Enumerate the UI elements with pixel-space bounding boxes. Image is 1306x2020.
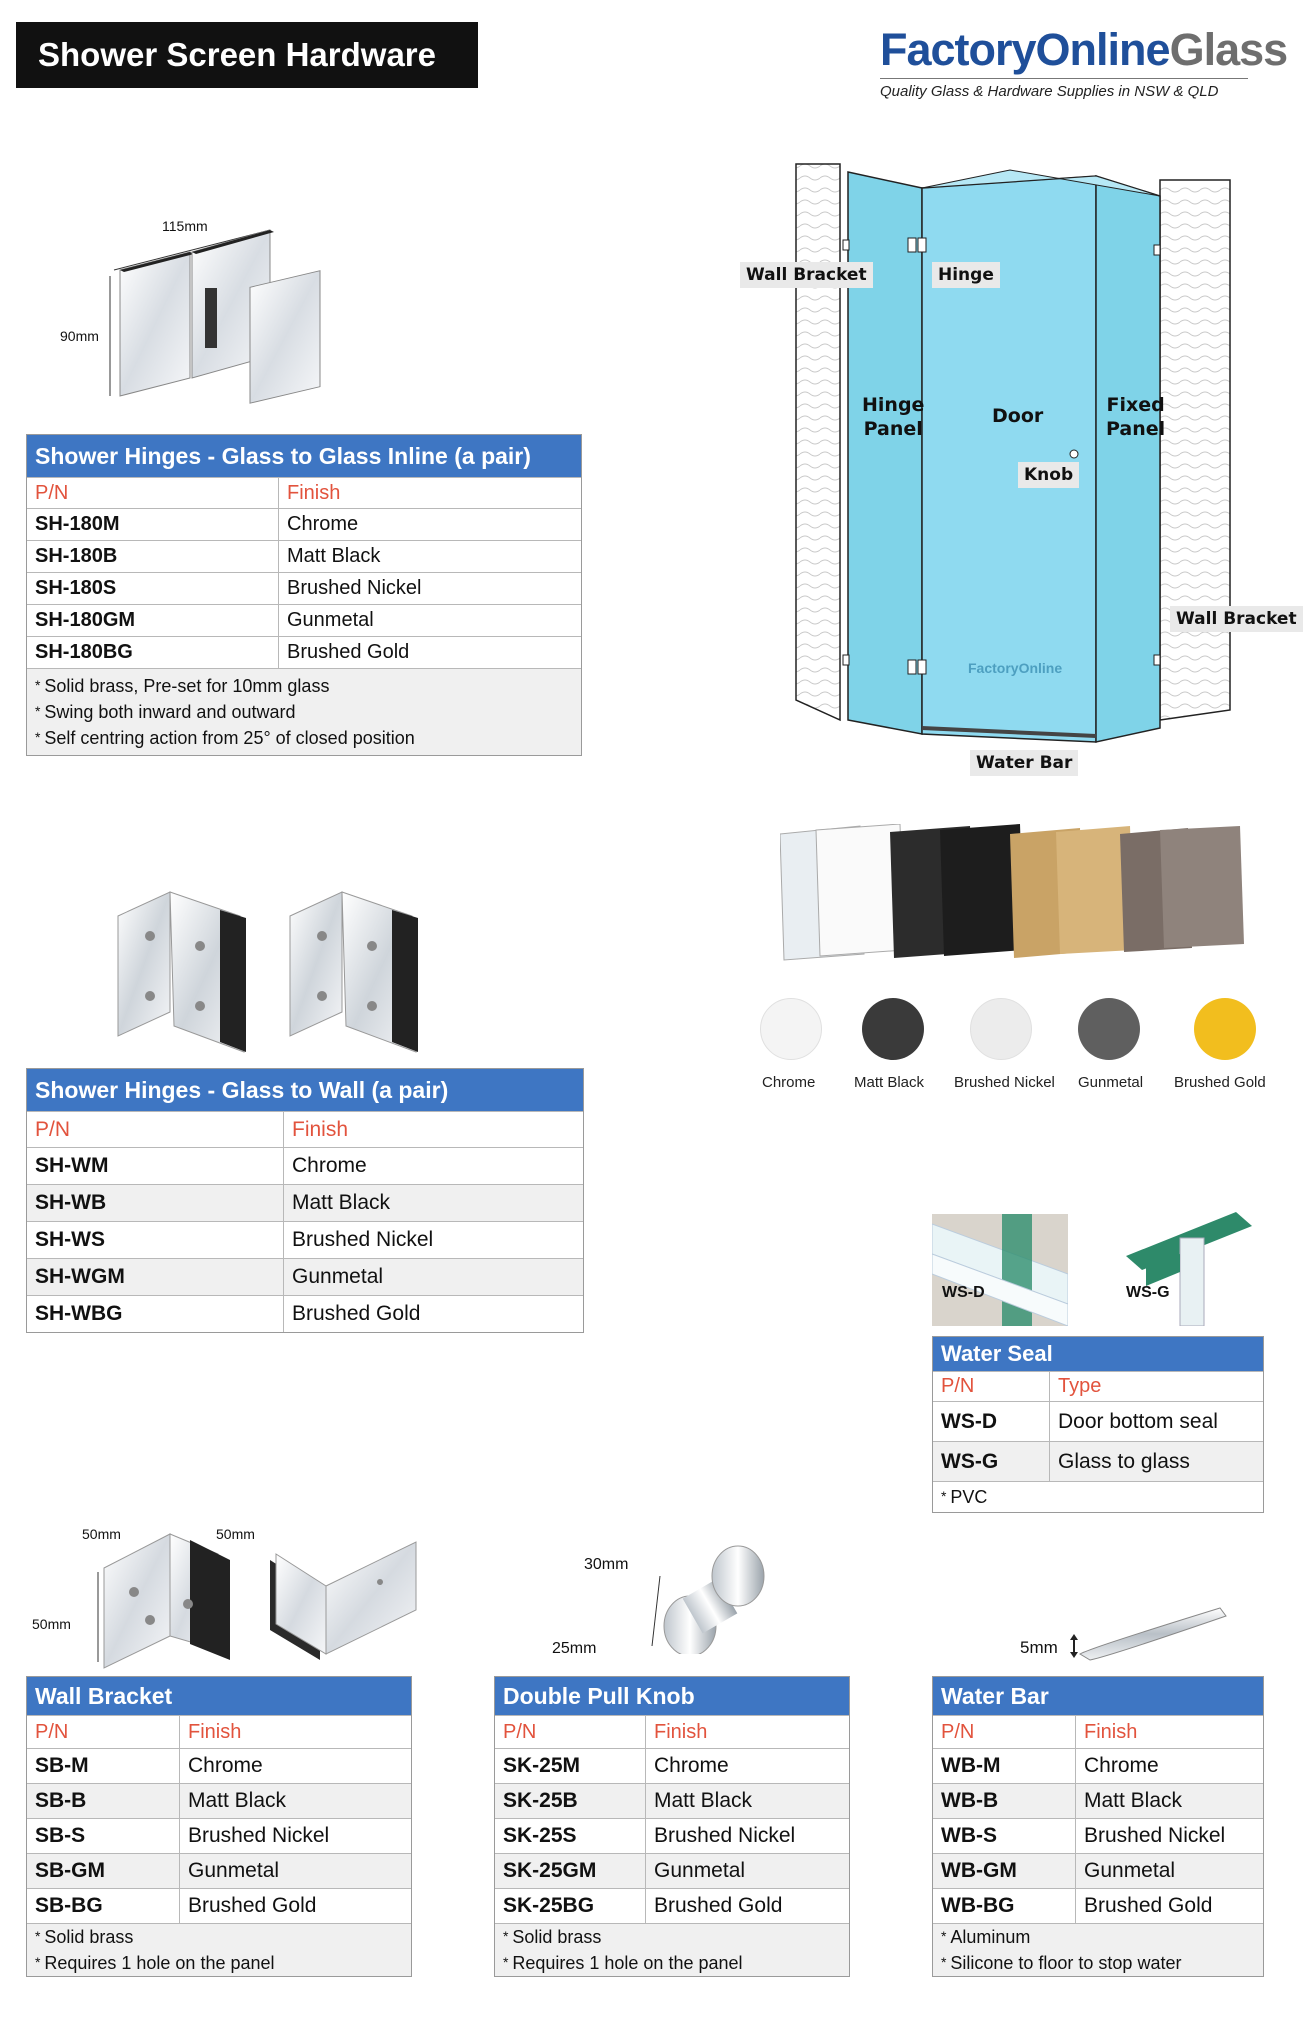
table-row: SB-BG Brushed Gold <box>27 1888 411 1923</box>
table-title: Water Bar <box>933 1677 1263 1715</box>
inline-hinge-height-dim: 90mm <box>60 328 99 344</box>
wall-hinge-table <box>26 1068 584 1333</box>
swatch-gunmetal <box>1078 998 1140 1060</box>
swatch-brushed-nickel <box>970 998 1032 1060</box>
wall-bracket-dim-c: 50mm <box>32 1616 71 1632</box>
brand-name: FactoryOnlineGlass <box>880 24 1288 75</box>
table-row: SK-25S Brushed Nickel <box>495 1818 849 1853</box>
table-header-row: P/N Finish <box>495 1715 849 1748</box>
table-row: SB-B Matt Black <box>27 1783 411 1818</box>
table-row: SB-M Chrome <box>27 1748 411 1783</box>
diagram-label-hinge-panel: Hinge Panel <box>862 394 925 440</box>
finish-label-matt-black: Matt Black <box>854 1074 925 1091</box>
table-title: Wall Bracket <box>27 1677 411 1715</box>
table-header-row: P/N Finish <box>27 1715 411 1748</box>
table-row: WB-BG Brushed Gold <box>933 1888 1263 1923</box>
table-row: WS-D Door bottom seal <box>933 1401 1263 1441</box>
table-row: WB-S Brushed Nickel <box>933 1818 1263 1853</box>
diagram-label-door: Door <box>992 405 1044 427</box>
table-title: Shower Hinges - Glass to Wall (a pair) <box>27 1069 583 1111</box>
wall-bracket-dim-b: 50mm <box>216 1526 255 1542</box>
table-row: SH-WBG Brushed Gold <box>27 1295 583 1332</box>
wall-hinge-image <box>110 886 430 1056</box>
table-row: SK-25GM Gunmetal <box>495 1853 849 1888</box>
swatch-matt-black <box>862 998 924 1060</box>
table-header-row: P/N Finish <box>27 477 581 508</box>
inline-hinge-table <box>26 434 582 756</box>
table-row: SK-25BG Brushed Gold <box>495 1888 849 1923</box>
swatch-chrome <box>760 998 822 1060</box>
water-seal-g-tag: WS-G <box>1126 1284 1170 1301</box>
table-row: SH-180S Brushed Nickel <box>27 572 581 604</box>
water-seal-g-image <box>1126 1212 1252 1326</box>
knob-image <box>600 1534 780 1654</box>
brand-logo <box>880 24 1288 100</box>
table-row: SH-WGM Gunmetal <box>27 1258 583 1295</box>
table-row: WB-M Chrome <box>933 1748 1263 1783</box>
finish-label-gunmetal: Gunmetal <box>1078 1074 1144 1091</box>
table-title: Double Pull Knob <box>495 1677 849 1715</box>
table-title: Shower Hinges - Glass to Glass Inline (a pair) <box>27 435 581 477</box>
inline-hinge-image <box>70 210 370 410</box>
table-row: SH-180BG Brushed Gold <box>27 636 581 668</box>
knob-dim-b: 25mm <box>552 1640 597 1657</box>
table-row: SB-S Brushed Nickel <box>27 1818 411 1853</box>
diagram-label-hinge: Hinge <box>932 262 1000 288</box>
table-row: WB-B Matt Black <box>933 1783 1263 1818</box>
table-notes: * Solid brass, Pre-set for 10mm glass * Swing both inward and outward * Self centring action from 25° of closed position <box>27 668 581 755</box>
table-header-row: P/N Finish <box>27 1111 583 1147</box>
inline-hinge-width-dim: 115mm <box>162 218 208 234</box>
table-row: SH-180M Chrome <box>27 508 581 540</box>
table-row: SB-GM Gunmetal <box>27 1853 411 1888</box>
table-row: SH-180GM Gunmetal <box>27 604 581 636</box>
table-title: Water Seal <box>933 1337 1263 1371</box>
finish-label-brushed-nickel: Brushed Nickel <box>954 1074 1055 1091</box>
table-row: SH-180B Matt Black <box>27 540 581 572</box>
water-bar-dim: 5mm <box>1020 1638 1058 1657</box>
table-row: WS-G Glass to glass <box>933 1441 1263 1481</box>
knob-dim-a: 30mm <box>584 1556 629 1573</box>
wall-bracket-image <box>70 1520 420 1670</box>
water-bar-image <box>1070 1604 1230 1664</box>
water-seal-d-tag: WS-D <box>942 1284 985 1301</box>
knob-table <box>494 1676 850 1977</box>
water-seal-d-image <box>932 1214 1068 1326</box>
wall-bracket-dim-a: 50mm <box>82 1526 121 1542</box>
water-seal-table <box>932 1336 1264 1513</box>
table-header-row: P/N Finish <box>933 1715 1263 1748</box>
table-notes: * Solid brass * Requires 1 hole on the panel <box>495 1923 849 1976</box>
table-row: SK-25M Chrome <box>495 1748 849 1783</box>
table-row: SK-25B Matt Black <box>495 1783 849 1818</box>
diagram-label-wall-bracket-right: Wall Bracket <box>1170 606 1303 632</box>
table-row: SH-WS Brushed Nickel <box>27 1221 583 1258</box>
finish-label-chrome: Chrome <box>762 1074 816 1091</box>
table-notes: * PVC <box>933 1481 1263 1512</box>
table-notes: * Solid brass * Requires 1 hole on the panel <box>27 1923 411 1976</box>
wall-bracket-table <box>26 1676 412 1977</box>
page-title: Shower Screen Hardware <box>16 22 478 88</box>
table-row: SH-WB Matt Black <box>27 1184 583 1221</box>
diagram-label-water-bar: Water Bar <box>970 750 1078 776</box>
finish-hinges-image <box>780 824 1250 964</box>
table-row: SH-WM Chrome <box>27 1147 583 1184</box>
diagram-label-wall-bracket-left: Wall Bracket <box>740 262 873 288</box>
water-bar-table <box>932 1676 1264 1977</box>
swatch-brushed-gold <box>1194 998 1256 1060</box>
finish-label-brushed-gold: Brushed Gold <box>1174 1074 1266 1091</box>
table-header-row: P/N Type <box>933 1371 1263 1401</box>
diagram-label-fixed-panel: Fixed Panel <box>1106 394 1166 440</box>
diagram-label-knob: Knob <box>1018 462 1079 488</box>
diagram-watermark: FactoryOnline <box>968 660 1063 676</box>
table-notes: * Aluminum * Silicone to floor to stop water <box>933 1923 1263 1976</box>
brand-tagline: Quality Glass & Hardware Supplies in NSW & QLD <box>880 78 1248 100</box>
table-row: WB-GM Gunmetal <box>933 1853 1263 1888</box>
